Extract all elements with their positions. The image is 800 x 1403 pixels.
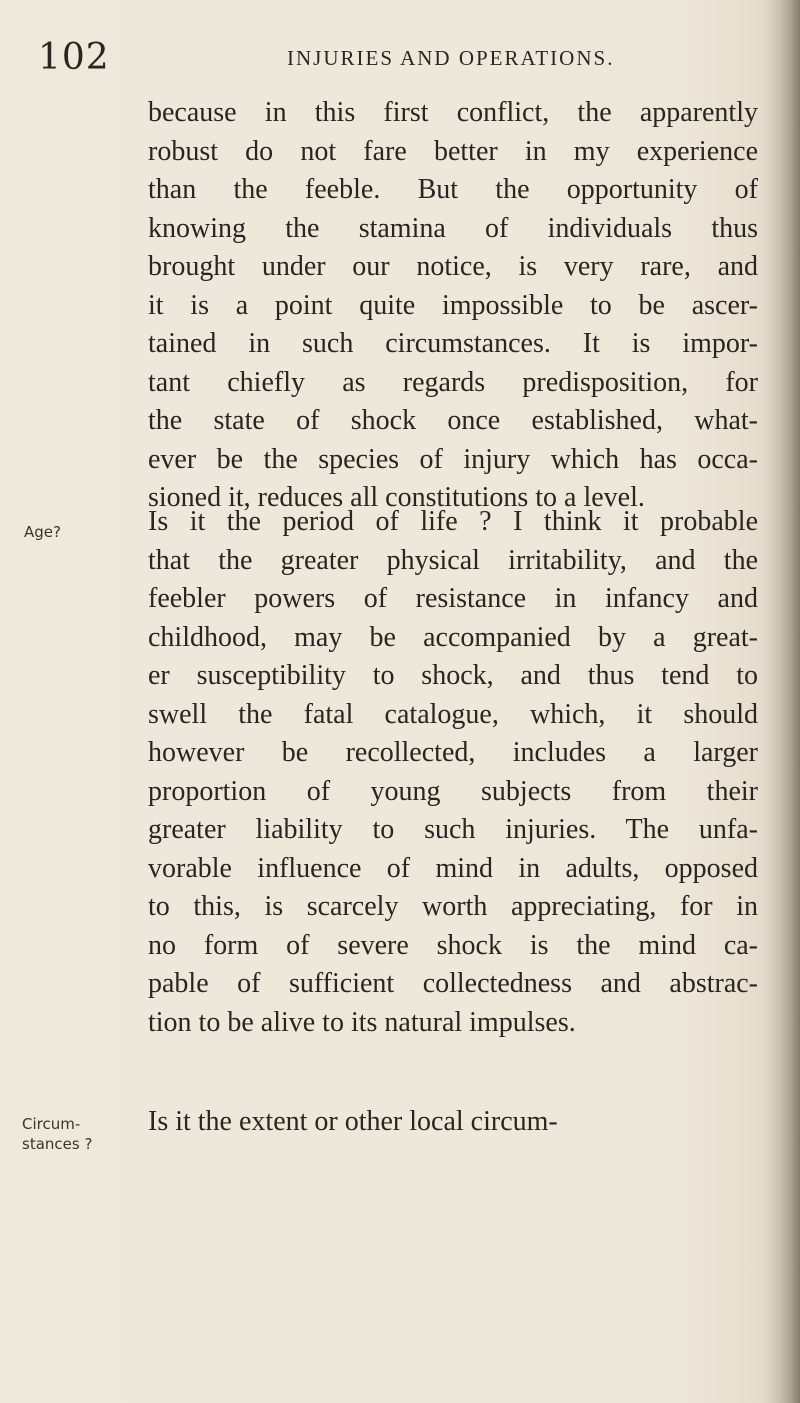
text-line: knowing the stamina of individuals thus	[148, 212, 758, 244]
text-line: tant chiefly as regards predisposition, for	[148, 366, 758, 398]
text-line: Is it the extent or other local circum-	[148, 1106, 558, 1137]
page-binding-shadow	[764, 0, 800, 1403]
text-line: greater liability to such injuries. The unfa-	[148, 814, 758, 845]
paragraph-stamina	[148, 94, 758, 518]
text-line: brought under our notice, is very rare, and	[148, 251, 758, 282]
text-line: childhood, may be accompanied by a great-	[148, 621, 758, 653]
sidenote-age: Age?	[24, 523, 61, 541]
sidenote-circumstances	[22, 1114, 92, 1154]
paragraph-circumstances	[148, 1103, 768, 1142]
text-line: to this, is scarcely worth appreciating, for in	[148, 891, 758, 922]
sidenote-circumstances-line1: Circum-	[22, 1115, 81, 1133]
sidenote-circumstances-line2: stances ?	[22, 1135, 93, 1153]
text-line: it is a point quite impossible to be ascer-	[148, 289, 758, 321]
text-line: vorable influence of mind in adults, opposed	[148, 852, 758, 884]
text-line: tained in such circumstances. It is impor-	[148, 328, 758, 359]
text-line: Is it the period of life ? I think it probable	[148, 506, 758, 537]
text-line: swell the fatal catalogue, which, it should	[148, 698, 758, 730]
text-line: proportion of young subjects from their	[148, 775, 758, 807]
text-line: pable of sufficient collectedness and abstrac-	[148, 968, 758, 999]
text-line: er susceptibility to shock, and thus tend to	[148, 660, 758, 691]
page-number: 102	[38, 37, 110, 78]
paragraph-age	[148, 503, 758, 1042]
text-line: that the greater physical irritability, and the	[148, 544, 758, 576]
text-line: the state of shock once established, what-	[148, 405, 758, 436]
text-line: no form of severe shock is the mind ca-	[148, 929, 758, 961]
text-line: however be recollected, includes a larger	[148, 737, 758, 768]
text-line: robust do not fare better in my experience	[148, 135, 758, 167]
text-line: because in this first conflict, the apparently	[148, 97, 758, 128]
text-line: than the feeble. But the opportunity of	[148, 174, 758, 205]
running-title: INJURIES AND OPERATIONS.	[287, 46, 615, 70]
text-line: tion to be alive to its natural impulses.	[148, 1006, 576, 1038]
text-line: ever be the species of injury which has occa-	[148, 443, 758, 475]
text-line: sioned it, reduces all constitutions to a level.	[148, 482, 645, 513]
text-line: feebler powers of resistance in infancy and	[148, 583, 758, 614]
